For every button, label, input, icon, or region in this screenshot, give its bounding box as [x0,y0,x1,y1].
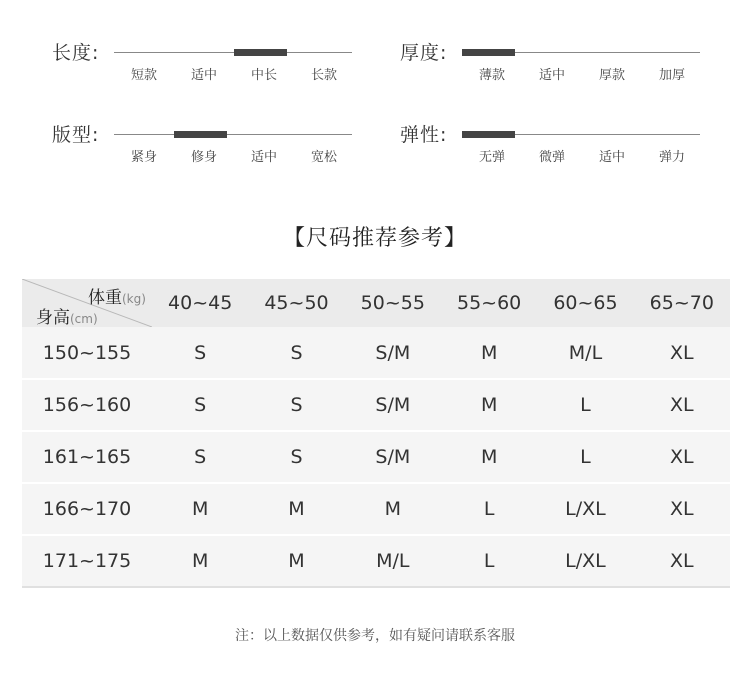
height-cell: 171~175 [42,550,132,572]
size-cell: M [191,550,209,572]
attr-thickness [400,38,730,98]
size-cell: M/L [568,341,603,364]
size-cell: S [194,341,207,364]
attr-fit-indicator [174,131,227,138]
size-cell: XL [670,498,694,520]
size-cell: S [194,446,207,468]
attr-length [52,38,382,98]
attr-fit-label: 版型: [52,124,100,146]
table-row [22,379,730,431]
size-cell: L [483,498,495,520]
corner-header-cell [22,279,152,327]
attr-thickness-indicator [462,49,515,56]
weight-column-header: 65~70 [649,292,714,314]
attr-elasticity-option: 微弹 [538,150,565,165]
attr-length-option: 短款 [130,68,157,83]
corner-height-label [36,303,98,328]
attr-length-track [114,52,352,53]
attr-thickness-option: 薄款 [478,68,505,83]
size-cell: S [290,341,303,364]
attr-elasticity-option: 无弹 [478,150,505,165]
size-cell: L [483,550,495,572]
size-cell: M [288,498,305,520]
attr-fit-option: 修身 [190,150,217,165]
height-cell: 166~170 [42,498,132,520]
size-cell: M [384,498,402,520]
weight-column-header: 50~55 [360,292,425,314]
attr-length-label: 长度: [52,42,100,64]
size-cell: L/XL [565,498,606,520]
attr-thickness-label: 厚度: [400,42,448,64]
attr-thickness-option: 厚款 [598,68,625,83]
size-cell: XL [670,341,694,364]
corner-height-unit: (cm) [70,312,98,326]
table-row [22,431,730,483]
attr-fit-track [114,134,352,135]
size-cell: S [290,394,303,416]
height-cell: 161~165 [42,446,132,468]
attr-fit-option: 适中 [250,150,277,165]
height-cell: 156~160 [42,394,132,416]
attr-fit-option: 宽松 [310,150,337,165]
corner-weight-text: 体重 [88,288,122,308]
size-cell: M/L [376,550,410,572]
size-cell: L [580,394,591,416]
weight-column-header: 40~45 [168,292,233,314]
attr-elasticity [400,120,730,180]
size-cell: M [288,550,305,572]
size-table-title: 【尺码推荐参考】 [282,226,467,251]
attr-fit [52,120,382,180]
size-cell: S/M [375,341,411,364]
attr-length-option: 长款 [310,68,337,83]
size-cell: L [580,446,591,468]
corner-height-text: 身高 [36,308,70,328]
size-cell: S [290,446,303,468]
attr-elasticity-option: 适中 [598,150,625,165]
attr-length-option: 中长 [250,68,277,83]
size-cell: XL [670,446,694,468]
weight-column-header: 60~65 [553,292,618,314]
size-cell: S/M [375,446,411,468]
size-cell: XL [670,394,694,416]
table-row [22,327,730,379]
attr-length-indicator [234,49,287,56]
size-cell: M [480,394,498,416]
size-cell: S/M [375,394,411,416]
weight-column-header: 55~60 [457,292,522,314]
size-cell: M [480,446,498,468]
weight-column-header: 45~50 [264,292,329,314]
attr-elasticity-label: 弹性: [400,124,448,146]
table-row [22,483,730,535]
attr-thickness-option: 加厚 [658,68,685,83]
size-cell: XL [670,550,694,572]
size-cell: S [194,394,207,416]
height-cell: 150~155 [42,341,132,364]
size-table-header-row [22,279,730,327]
corner-weight-unit: (kg) [122,292,146,306]
attr-thickness-option: 适中 [538,68,565,83]
attr-elasticity-indicator [462,131,515,138]
size-cell: M [480,341,498,364]
attr-length-option: 适中 [190,68,217,83]
table-row [22,535,730,587]
attr-elasticity-option: 弹力 [658,150,685,165]
size-table [22,279,730,588]
disclaimer-note: 注：以上数据仅供参考，如有疑问请联系客服 [235,628,515,644]
size-cell: L/XL [565,550,606,572]
attr-fit-option: 紧身 [130,150,157,165]
size-cell: M [191,498,209,520]
